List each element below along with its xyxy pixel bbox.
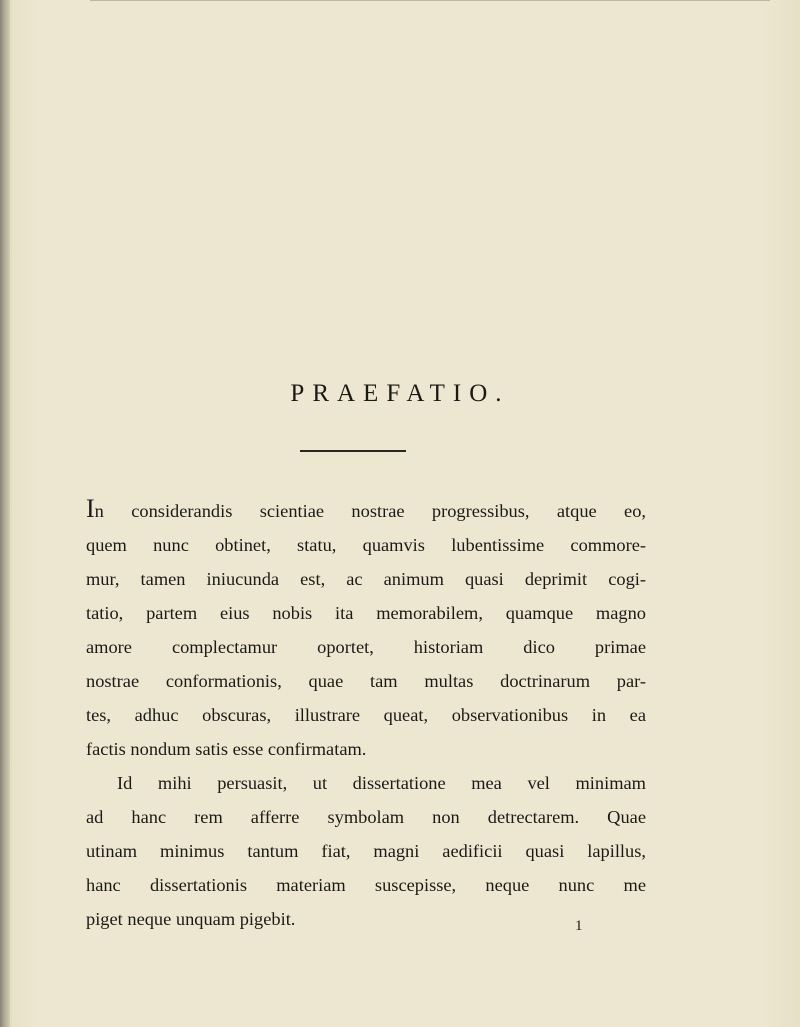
text-line: nostrae conformationis, quae tam multas doctrinarum par- xyxy=(86,671,646,691)
text-line: hanc dissertationis materiam suscepisse, neque nunc me xyxy=(86,875,646,895)
body-text xyxy=(86,494,646,936)
text-line: Id mihi persuasit, ut dissertatione mea vel minimam xyxy=(117,773,646,793)
page-top-edge xyxy=(90,0,770,1)
text-line: factis nondum satis esse confirmatam. xyxy=(86,739,367,759)
signature-mark: 1 xyxy=(575,918,583,934)
text-line: ad hanc rem afferre symbolam non detrectarem. Quae xyxy=(86,807,646,827)
binding-edge xyxy=(0,0,10,1027)
text-line: tes, adhuc obscuras, illustrare queat, observationibus in ea xyxy=(86,705,646,725)
initial-letter: I xyxy=(86,494,95,523)
text-line: tatio, partem eius nobis ita memorabilem, quamque magno xyxy=(86,603,646,623)
text-line: mur, tamen iniucunda est, ac animum quasi deprimit cogi- xyxy=(86,569,646,589)
text-line: piget neque unquam pigebit. xyxy=(86,909,296,929)
text-line xyxy=(86,494,646,528)
text-line: quem nunc obtinet, statu, quamvis lubentissime commore- xyxy=(86,535,646,555)
text-line: utinam minimus tantum fiat, magni aedificii quasi lapillus, xyxy=(86,841,646,861)
page-title: PRAEFATIO. xyxy=(290,380,510,407)
title-rule xyxy=(300,450,406,452)
text-line: amore complectamur oportet, historiam dico primae xyxy=(86,637,646,657)
line-text: n considerandis scientiae nostrae progressibus, atque eo, xyxy=(94,501,646,521)
